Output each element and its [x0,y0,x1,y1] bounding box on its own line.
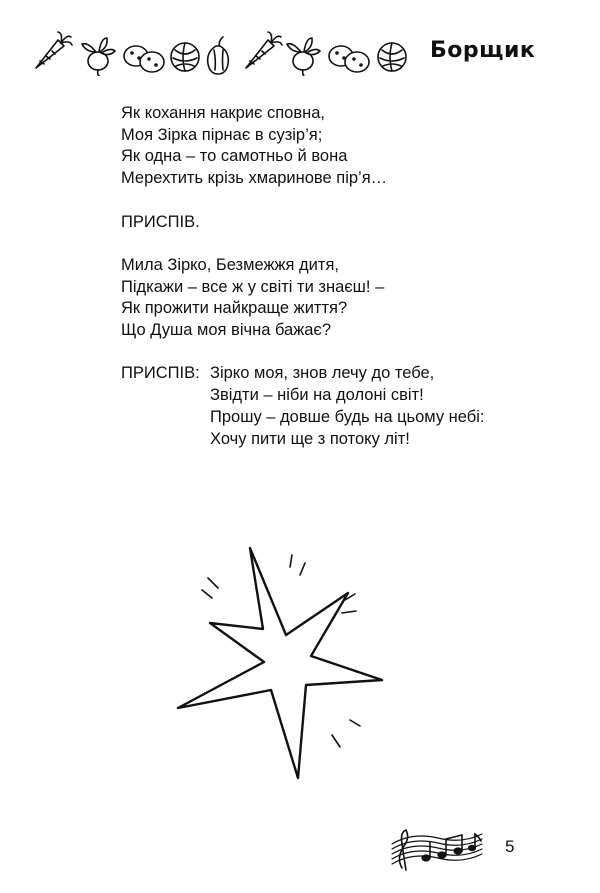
cabbage-icon [378,43,406,71]
verse-line: Мила Зірко, Безмежжя дитя, [121,255,339,274]
verse-line: Як одна – то самотньо й вона [121,147,348,166]
verse-line: Що Душа моя вічна бажає? [121,321,332,339]
music-notes-icon [388,822,486,874]
refrain-label: ПРИСПІВ: [121,364,200,383]
potato-icon [124,46,164,72]
verse-line: Мерехтить крізь хмаринове пір’я… [121,169,388,188]
carrot-icon [36,32,72,68]
refrain-line: Звідти – ніби на долоні світ! [210,386,424,405]
star-icon [170,530,400,790]
verse-line: Як прожити найкраще життя? [121,299,348,318]
vegetable-border [28,28,413,76]
verse-line: Підкажи – все ж у світі ти знаєш! – [121,277,385,296]
refrain-first-row [121,363,484,385]
refrain-line: Хочу пити ще з потоку літ! [210,429,410,448]
refrain-line: Прошу – довше будь на цьому небі: [210,407,485,426]
verse-line: Як кохання накриє сповна, [121,104,326,122]
page-number: 5 [505,837,515,856]
carrot-icon [246,32,282,68]
verse-line: Моя Зірка пірнає в сузір’я; [121,125,323,144]
refrain-line: Зірко моя, знов лечу до тебе, [210,364,435,383]
potato-icon [329,46,369,72]
cabbage-icon [171,43,199,71]
book-title: Борщик [430,38,536,63]
pepper-icon [208,37,229,74]
beet-icon [82,38,115,76]
song-lyrics [121,103,484,450]
beet-icon [287,38,320,76]
refrain-marker: ПРИСПІВ. [121,212,200,231]
